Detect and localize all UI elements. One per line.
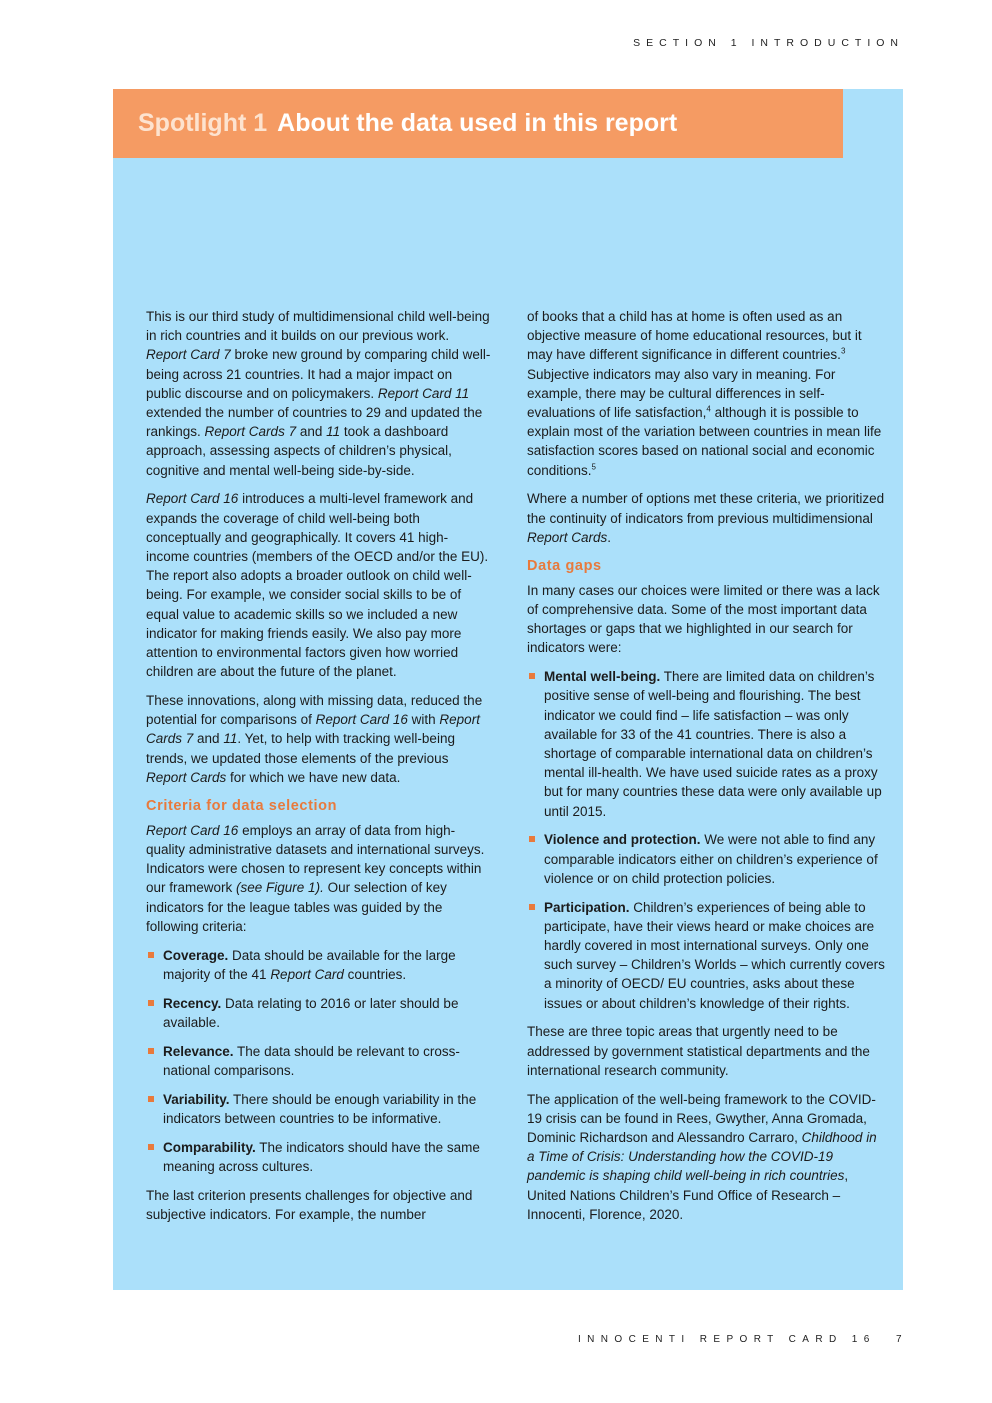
- right-column: [527, 307, 887, 1234]
- footer-publication: INNOCENTI REPORT CARD 16: [578, 1334, 876, 1345]
- bullet-icon: [529, 904, 535, 910]
- paragraph: The application of the well-being framework to the COVID-19 crisis can be found in Rees, Gwyther, Anna Gromada, Dominic Richardson and Alessandro Carraro, Childhood in a Time of Crisis: Understanding how the COVID-19 pandemic is shaping child well-being in rich countries, United Nations Children’s Fund Office of Research – Innocenti, Florence, 2020.: [527, 1091, 877, 1222]
- list-item: Participation. Children’s experiences of being able to participate, have their views heard or make choices are hardly covered in most international surveys. Only one such survey – Children’s Worlds – which currently covers a minority of OECD/ EU countries, asks about these issues or about children’s knowledge of their rights.: [527, 898, 887, 1013]
- data-gaps-heading: Data gaps: [527, 557, 602, 574]
- paragraph: The last criterion presents challenges for objective and subjective indicators. For example, the number: [146, 1187, 473, 1222]
- spotlight-title-bar: [113, 89, 843, 158]
- spotlight-title: About the data used in this report: [277, 109, 678, 137]
- bullet-icon: [529, 673, 535, 679]
- bullet-icon: [148, 1144, 154, 1150]
- bullet-icon: [148, 1096, 154, 1102]
- paragraph: These innovations, along with missing data, reduced the potential for comparisons of Report Card 16 with Report Cards 7 and 11. Yet, to help with tracking well-being trends, we updated those elements of the previous Report Cards for which we have new data.: [146, 693, 483, 785]
- criteria-list: [146, 946, 491, 1176]
- list-item: Comparability. The indicators should have the same meaning across cultures.: [146, 1138, 491, 1176]
- left-column: [146, 307, 491, 1234]
- paragraph: Report Card 16 introduces a multi-level framework and expands the coverage of child well-being both conceptually and geographically. It covers 41 high-income countries (members of the OECD and/or the EU). The report also adopts a broader outlook on child well-being. For example, we consider social skills to be of equal value to academic skills so we included a new indicator for making friends easily. We also pay more attention to environmental factors given how worried children are about the future of the planet.: [146, 491, 489, 680]
- list-item: Coverage. Data should be available for the large majority of the 41 Report Card countries.: [146, 946, 491, 984]
- list-item: Variability. There should be enough variability in the indicators between countries to be informative.: [146, 1090, 491, 1128]
- list-item: Relevance. The data should be relevant to cross-national comparisons.: [146, 1042, 491, 1080]
- paragraph: In many cases our choices were limited or there was a lack of comprehensive data. Some of the most important data shortages or gaps that we highlighted in our search for indicators were:: [527, 582, 880, 656]
- spotlight-label: Spotlight 1: [138, 109, 268, 137]
- criteria-heading: Criteria for data selection: [146, 797, 338, 814]
- paragraph: Report Card 16 employs an array of data from high-quality administrative datasets and international surveys. Indicators were chosen to represent key concepts within our framework (see Figure 1). Our selection of key indicators for the league tables was guided by the following criteria:: [146, 822, 485, 934]
- paragraph: This is our third study of multidimensional child well-being in rich countries and it builds on our previous work. Report Card 7 broke new ground by comparing child well-being across 21 countries. It had a major impact on public discourse and on policymakers. Report Card 11 extended the number of countries to 29 and updated the rankings. Report Cards 7 and 11 took a dashboard approach, assessing aspects of children’s physical, cognitive and mental well-being side-by-side.: [146, 309, 491, 478]
- section-header: SECTION 1 INTRODUCTION: [633, 37, 904, 49]
- paragraph: of books that a child has at home is often used as an objective measure of home educational resources, but it may have different significance in different countries.$^3$ Subjective indicators may also vary in meaning. For example, there may be cultural differences in self-evaluations of life satisfaction,$^4$ although it is possible to explain most of the variation between countries in mean life satisfaction scores based on national social and economic conditions.$^5$: [527, 309, 882, 478]
- list-item: Mental well-being. There are limited data on children’s positive sense of well-being and flourishing. The best indicator we could find – life satisfaction – was only available for 33 of the 41 countries. There is also a shortage of comparable international data on children’s mental ill-health. We have used suicide rates as a proxy but for many countries these data were only available up until 2015.: [527, 667, 887, 821]
- list-item: Recency. Data relating to 2016 or later should be available.: [146, 994, 491, 1032]
- bullet-icon: [148, 1000, 154, 1006]
- gaps-list: [527, 667, 887, 1013]
- paragraph: Where a number of options met these criteria, we prioritized the continuity of indicators from previous multidimensional Report Cards.: [527, 491, 885, 545]
- bullet-icon: [529, 836, 535, 842]
- paragraph: These are three topic areas that urgently need to be addressed by government statistical departments and the international research community.: [527, 1024, 870, 1078]
- list-item: Violence and protection. We were not able to find any comparable indicators either on children’s experience of violence or on child protection policies.: [527, 830, 887, 888]
- bullet-icon: [148, 1048, 154, 1054]
- bullet-icon: [148, 952, 154, 958]
- page-number: 7: [896, 1334, 902, 1345]
